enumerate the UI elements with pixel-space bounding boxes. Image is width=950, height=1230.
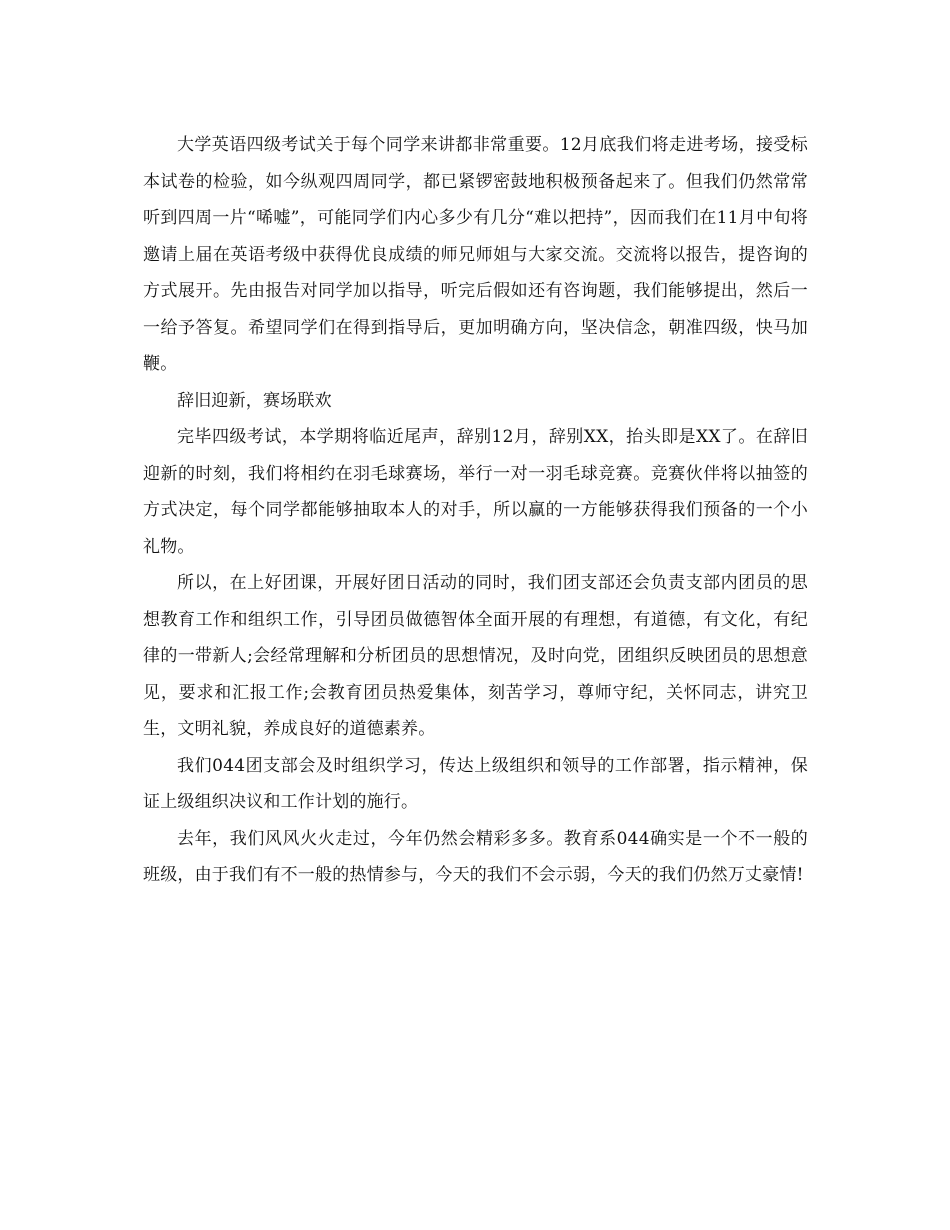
paragraph-badminton-match: 完毕四级考试，本学期将临近尾声，辞别12月，辞别XX，抬头即是XX了。在辞旧迎新的时刻，我们将相约在羽毛球赛场，举行一对一羽毛球竞赛。竞赛伙伴将以抽签的方式决定，每个同学都能够抽取本人的对手，所以赢的一方能够获得我们预备的一个小礼物。 — [143, 427, 808, 557]
paragraph-study-organization: 我们044团支部会及时组织学习，传达上级组织和领导的工作部署，指示精神，保证上级组织决议和工作计划的施行。 — [143, 755, 808, 812]
paragraph-heading-new-year: 辞旧迎新，赛场联欢 — [177, 390, 332, 411]
paragraph-cet4-exam: 大学英语四级考试关于每个同学来讲都非常重要。12月底我们将走进考场，接受标本试卷的检验，如今纵观四周同学，都已紧锣密鼓地积极预备起来了。但我们仍然常常听到四周一片“唏嘘”，可能同学们内心多少有几分“难以把持”，因而我们在11月中旬将邀请上届在英语考级中获得优良成绩的师兄师姐与大家交流。交流将以报告，提咨询的方式展开。先由报告对同学加以指导，听完后假如还有咨询题，我们能够提出，然后一一给予答复。希望同学们在得到指导后，更加明确方向，坚决信念，朝准四级，快马加鞭。 — [143, 135, 809, 374]
document-body — [143, 127, 808, 894]
paragraph-closing: 去年，我们风风火火走过，今年仍然会精彩多多。教育系044确实是一个不一般的班级，由于我们有不一般的热情参与，今天的我们不会示弱，今天的我们仍然万丈豪情! — [143, 828, 808, 885]
paragraph-league-work: 所以，在上好团课，开展好团日活动的同时，我们团支部还会负责支部内团员的思想教育工作和组织工作，引导团员做德智体全面开展的有理想，有道德，有文化，有纪律的一带新人;会经常理解和分析团员的思想情况，及时向党，团组织反映团员的思想意见，要求和汇报工作;会教育团员热爱集体，刻苦学习，尊师守纪，关怀同志，讲究卫生，文明礼貌，养成良好的道德素养。 — [143, 573, 808, 739]
